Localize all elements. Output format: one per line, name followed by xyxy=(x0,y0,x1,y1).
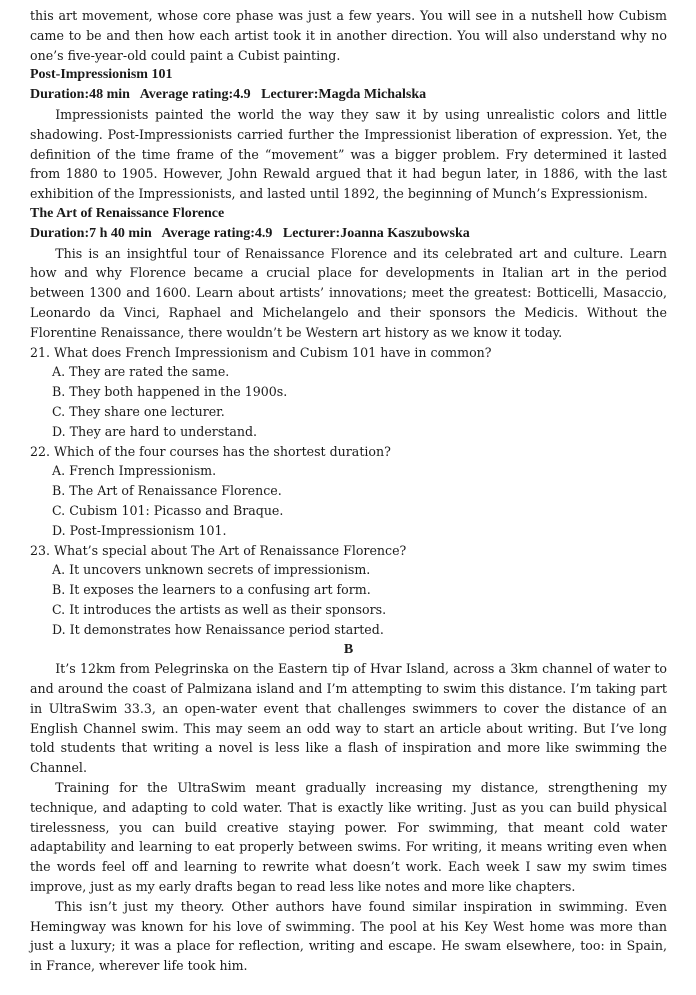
passage-b-paragraph-1: It’s 12km from Pelegrinska on the Eastern tip of Hvar Island, across a 3km channel of water to and around the coast of Palmizana island and I’m attempting to swim this distance. I’m taking part in UltraSwim 33.3, an open-water event that challenges swimmers to cover the distance of an English Channel swim. This may seem an odd way to start an article about writing. But I’ve long told students that writing a novel is less like a flash of inspiration and more like swimming the Channel. xyxy=(30,661,667,776)
option-a: A. French Impressionism. xyxy=(52,463,217,479)
rating-value: 4.9 xyxy=(254,225,273,241)
option-b: B. It exposes the learners to a confusing art form. xyxy=(52,582,371,598)
course-meta xyxy=(30,85,667,105)
question-stem: 23. What’s special about The Art of Renaissance Florence? xyxy=(30,542,407,558)
duration-label: Duration: xyxy=(30,87,90,103)
rating-label: Average rating: xyxy=(139,87,234,103)
duration-value: 48 min xyxy=(89,87,130,103)
question-23 xyxy=(30,541,667,640)
intro-tail-paragraph: this art movement, whose core phase was just a few years. You will see in a nutshell how Cubism came to be and then how each artist took it in another direction. You will also understand why no one’s five-year-old could paint a Cubist painting. xyxy=(30,8,667,63)
lecturer-label: Lecturer: xyxy=(282,225,341,241)
course-meta xyxy=(30,224,667,244)
rating-value: 4.9 xyxy=(233,87,251,103)
option-c: C. They share one lecturer. xyxy=(52,403,225,419)
answer-options xyxy=(30,362,667,441)
option-c: C. It introduces the artists as well as their sponsors. xyxy=(52,601,387,617)
course-description: This is an insightful tour of Renaissance Florence and its celebrated art and culture. Learn how and why Florence became a crucial place for developments in Italian art in the period between 1300 and 1600. Learn about artists’ innovations; meet the greatest: Botticelli, Masaccio, Leonardo da Vinci, Raphael and Michelangelo and their sponsors the Medicis. Without the Florentine Renaissance, there wouldn’t be Western art history as we know it today. xyxy=(30,245,667,340)
passage-b-paragraph-2: Training for the UltraSwim meant gradually increasing my distance, strengthening my technique, and adapting to cold water. That is exactly like writing. Just as you can build physical tirelessness, you can build creative staying power. For swimming, that meant cold water adaptability and learning to eat properly between swims. For writing, it means writing even when the words feel off and learning to rewrite what doesn’t work. Each week I saw my swim times improve, just as my early drafts began to read less like notes and more like chapters. xyxy=(30,780,667,895)
option-c: C. Cubism 101: Picasso and Braque. xyxy=(52,502,284,518)
course-title: The Art of Renaissance Florence xyxy=(30,205,225,221)
option-a: A. They are rated the same. xyxy=(52,364,230,380)
course-title: Post-Impressionism 101 xyxy=(30,67,173,83)
option-b: B. The Art of Renaissance Florence. xyxy=(52,483,282,499)
question-stem: 21. What does French Impressionism and Cubism 101 have in common? xyxy=(30,344,492,360)
question-22 xyxy=(30,442,667,541)
option-d: D. It demonstrates how Renaissance period started. xyxy=(52,621,384,637)
option-d: D. They are hard to understand. xyxy=(52,423,258,439)
passage-b-paragraph-3: This isn’t just my theory. Other authors have found similar inspiration in swimming. Even Hemingway was known for his love of swimming. The pool at his Key West home was more than just a luxury; it was a place for reflection, writing and escape. He swam elsewhere, too: in Spain, in France, wherever life took him. xyxy=(30,898,667,974)
course-post-impressionism xyxy=(30,65,667,204)
duration-value: 7 h 40 min xyxy=(89,225,152,241)
option-d: D. Post-Impressionism 101. xyxy=(52,522,227,538)
section-b-heading: B xyxy=(343,641,354,657)
option-b: B. They both happened in the 1900s. xyxy=(52,384,288,400)
question-stem: 22. Which of the four courses has the shortest duration? xyxy=(30,443,391,459)
question-21 xyxy=(30,343,667,442)
answer-options xyxy=(30,560,667,639)
course-description: Impressionists painted the world the way they saw it by using unrealistic colors and little shadowing. Post-Impressionists carried further the Impressionist liberation of expression. Yet, the definition of the time frame of the “movement” was a bigger problem. Fry determined it lasted from 1880 to 1905. However, John Rewald argued that it had begun later, in 1886, with the last exhibition of the Impressionists, and lasted until 1892, the beginning of Munch’s Expressionism. xyxy=(30,106,667,202)
duration-label: Duration: xyxy=(30,225,90,241)
lecturer-label: Lecturer: xyxy=(261,87,319,103)
option-a: A. It uncovers unknown secrets of impressionism. xyxy=(52,562,371,578)
answer-options xyxy=(30,461,667,540)
document-page xyxy=(30,6,667,976)
course-renaissance-florence xyxy=(30,204,667,343)
rating-label: Average rating: xyxy=(161,225,255,241)
lecturer-value: Magda Michalska xyxy=(318,87,427,103)
lecturer-value: Joanna Kaszubowska xyxy=(340,225,470,241)
